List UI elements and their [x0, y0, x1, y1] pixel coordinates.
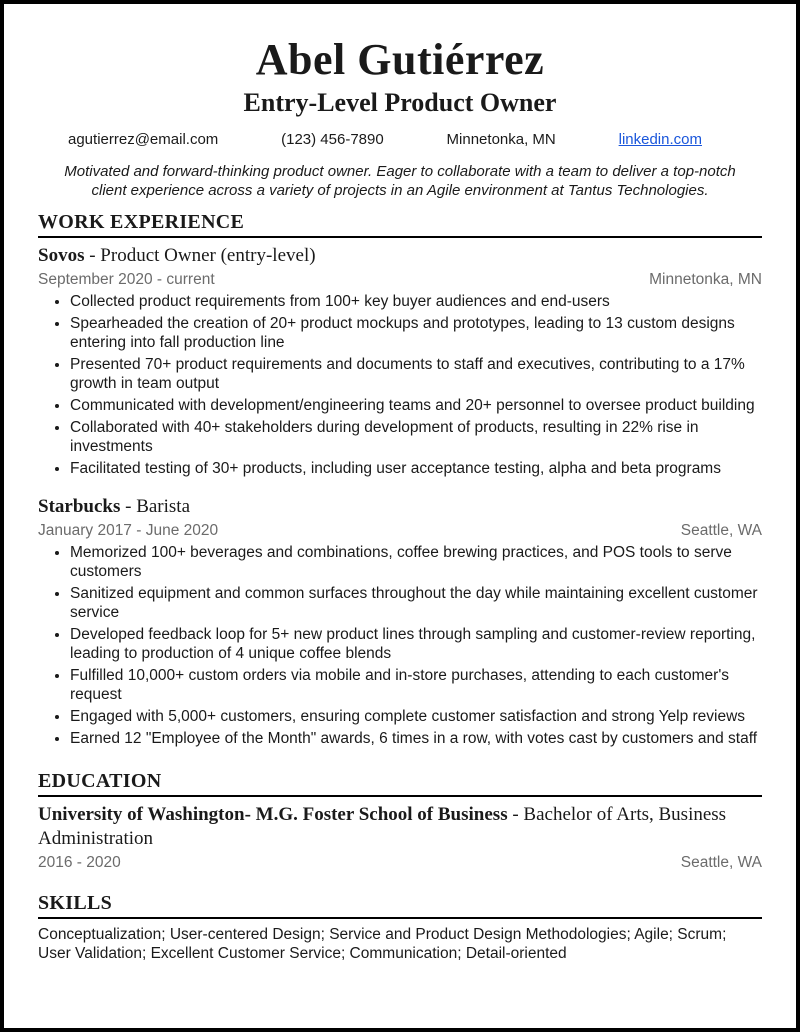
- email-text: agutierrez@email.com: [68, 131, 219, 148]
- job-bullets: [38, 543, 762, 748]
- education-separator: -: [507, 804, 524, 825]
- candidate-name: Abel Gutiérrez: [255, 35, 545, 84]
- education-dates: 2016 - 2020: [38, 854, 121, 871]
- job-location: Minnetonka, MN: [649, 271, 762, 288]
- job-header: [38, 244, 762, 268]
- bullet-item: • Spearheaded the creation of 20+ product mockups and prototypes, leading to 13 custom designs entering into fall production line: [70, 314, 762, 352]
- section-heading-experience: WORK EXPERIENCE: [38, 210, 762, 238]
- section-heading-education: EDUCATION: [38, 769, 762, 797]
- job-role: Barista: [136, 496, 191, 517]
- bullet-item: • Memorized 100+ beverages and combinations, coffee brewing practices, and POS tools to serve customers: [70, 543, 762, 581]
- phone-text: (123) 456-7890: [281, 131, 384, 148]
- education-header: [38, 803, 762, 851]
- job-meta: [38, 270, 762, 290]
- job-meta: [38, 521, 762, 541]
- contact-info: [38, 130, 762, 150]
- job-dates: September 2020 - current: [38, 271, 215, 288]
- bullet-item: • Engaged with 5,000+ customers, ensuring complete customer satisfaction and strong Yelp reviews: [70, 707, 762, 726]
- location-text: Minnetonka, MN: [446, 131, 556, 148]
- bullet-item: • Sanitized equipment and common surfaces throughout the day while maintaining excellent customer service: [70, 584, 762, 622]
- education-meta: [38, 853, 762, 873]
- bullet-item: • Developed feedback loop for 5+ new product lines through sampling and customer-review reporting, leading to production of 4 unique coffee blends: [70, 625, 762, 663]
- bullet-item: • Earned 12 "Employee of the Month" awards, 6 times in a row, with votes cast by customers and staff: [70, 729, 762, 748]
- summary-text: Motivated and forward-thinking product owner. Eager to collaborate with a team to deliver a top-notch client experience across a variety of projects in an Agile environment at Tantus Technologies.: [64, 163, 736, 199]
- job-entry: [38, 495, 762, 748]
- bullet-item: • Fulfilled 10,000+ custom orders via mobile and in-store purchases, attending to each customer's request: [70, 666, 762, 704]
- job-header: [38, 495, 762, 519]
- job-separator: -: [84, 245, 101, 266]
- bullet-item: • Presented 70+ product requirements and documents to staff and executives, contributing to a 17% growth in team output: [70, 355, 762, 393]
- school-name: University of Washington- M.G. Foster School of Business: [38, 804, 508, 825]
- job-separator: -: [120, 496, 137, 517]
- job-dates: January 2017 - June 2020: [38, 522, 219, 539]
- bullet-item: • Communicated with development/engineering teams and 20+ personnel to oversee product building: [70, 396, 762, 415]
- degree-name: Bachelor of Arts, Business Administration: [38, 804, 727, 849]
- bullet-item: • Facilitated testing of 30+ products, including user acceptance testing, alpha and beta programs: [70, 459, 762, 478]
- skills-text: Conceptualization; User-centered Design; Service and Product Design Methodologies; Agile; Scrum; User Validation; Excellent Customer Service; Communication; Detail-oriented: [38, 926, 727, 962]
- job-entry: [38, 244, 762, 478]
- job-title: Entry-Level Product Owner: [243, 88, 557, 117]
- job-location: Seattle, WA: [680, 522, 762, 539]
- bullet-item: • Collected product requirements from 100+ key buyer audiences and end-users: [70, 292, 762, 311]
- education-location: Seattle, WA: [680, 854, 762, 871]
- job-role: Product Owner (entry-level): [100, 245, 316, 266]
- job-bullets: [38, 292, 762, 478]
- linkedin-link[interactable]: linkedin.com: [618, 131, 702, 148]
- bullet-item: • Collaborated with 40+ stakeholders during development of products, resulting in 22% rise in investments: [70, 418, 762, 456]
- company-name: Starbucks: [38, 496, 121, 517]
- section-heading-skills: SKILLS: [38, 891, 762, 919]
- company-name: Sovos: [38, 245, 85, 266]
